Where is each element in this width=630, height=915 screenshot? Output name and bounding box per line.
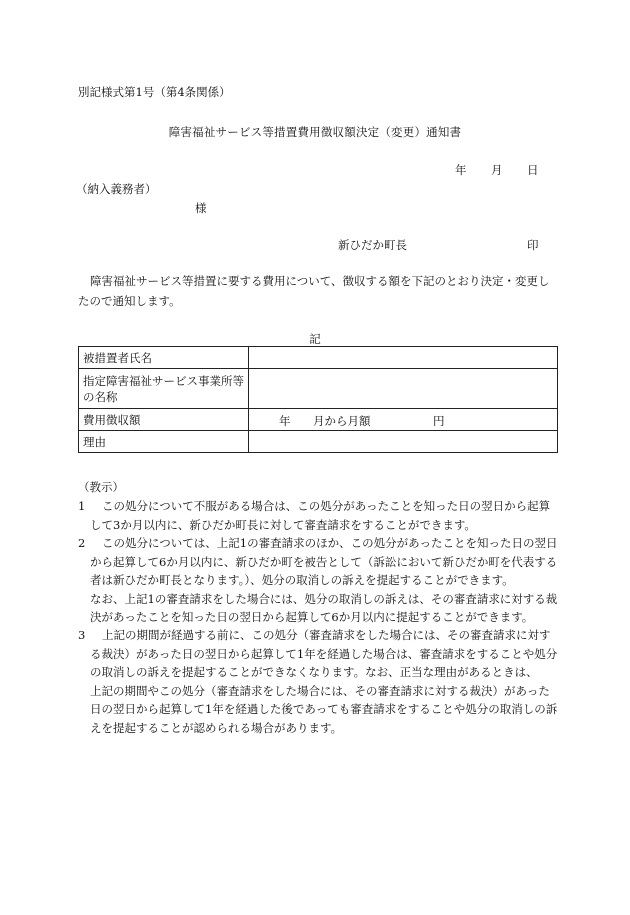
document-title: 障害福祉サービス等措置費用徴収額決定（変更）通知書: [168, 125, 462, 139]
note-3: [78, 626, 558, 737]
recipient-name-value: [249, 347, 558, 369]
note-2: [78, 534, 558, 627]
issuer-name: 新ひだか町長: [338, 238, 407, 252]
fee-value: [249, 409, 558, 431]
facility-name-value: [249, 369, 558, 409]
form-number: 別記様式第1号（第4条関係）: [78, 85, 231, 99]
payer-label: （納入義務者）: [76, 182, 157, 196]
fee-yen: 円: [433, 414, 445, 428]
table-row: [79, 347, 558, 369]
note-1: [78, 497, 558, 534]
note-3-number: 3: [78, 628, 86, 642]
note-3-additional-text: 上記の期間やこの処分（審査請求をした場合には、その審査請求に対する裁決）があった日の翌日から起算して1年を経過した後であっても審査請求をすることや処分の取消しの訴えを提起することが認められる場合があります。: [90, 683, 558, 735]
note-3-text: 上記の期間が経過する前に、この処分（審査請求をした場合には、その審査請求に対する裁決）があった日の翌日から起算して1年を経過した場合は、審査請求をすることや処分の取消しの訴えを提起することができなくなります。なお、正当な理由があるときは、: [90, 628, 558, 679]
intro-paragraph: 障害福祉サービス等措置に要する費用について、徴収する額を下記のとおり決定・変更したので通知します。: [78, 274, 550, 308]
reason-value: [249, 431, 558, 453]
date-year: 年: [455, 163, 467, 177]
note-2-number: 2: [78, 536, 86, 550]
seal-mark: 印: [527, 238, 539, 252]
fee-month: 月から月額: [313, 414, 371, 428]
table-row: [79, 409, 558, 431]
note-1-number: 1: [78, 499, 86, 513]
fee-year: 年: [279, 414, 291, 428]
fee-label: 費用徴収額: [79, 409, 249, 431]
reason-label: 理由: [79, 431, 249, 453]
note-1-text: この処分について不服がある場合は、この処分があったことを知った日の翌日から起算して3か月以内に、新ひだか町長に対して審査請求をすることができます。: [90, 499, 551, 532]
notes-heading: （教示）: [78, 480, 124, 494]
honorific-sama: 様: [195, 201, 207, 215]
facility-name-label: 指定障害福祉サービス事業所等の名称: [79, 369, 249, 409]
table-row: [79, 431, 558, 453]
date-month: 月: [491, 163, 503, 177]
note-2-text: この処分については、上記1の審査請求のほか、この処分があったことを知った日の翌日から起算して6か月以内に、新ひだか町を被告として（訴訟において新ひだか町を代表する者は新ひだか町長となります。）、処分の取消しの訴えを提起することができます。: [90, 536, 558, 587]
table-row: [79, 369, 558, 409]
recipient-name-label: 被措置者氏名: [79, 347, 249, 369]
ki-heading: 記: [309, 332, 321, 346]
date-day: 日: [527, 163, 539, 177]
date-line: [455, 162, 539, 178]
details-table: [78, 346, 558, 453]
note-2-additional-text: なお、上記1の審査請求をした場合には、処分の取消しの訴えは、その審査請求に対する裁決があったことを知った日の翌日から起算して6か月以内に提起することができます。: [90, 591, 558, 624]
